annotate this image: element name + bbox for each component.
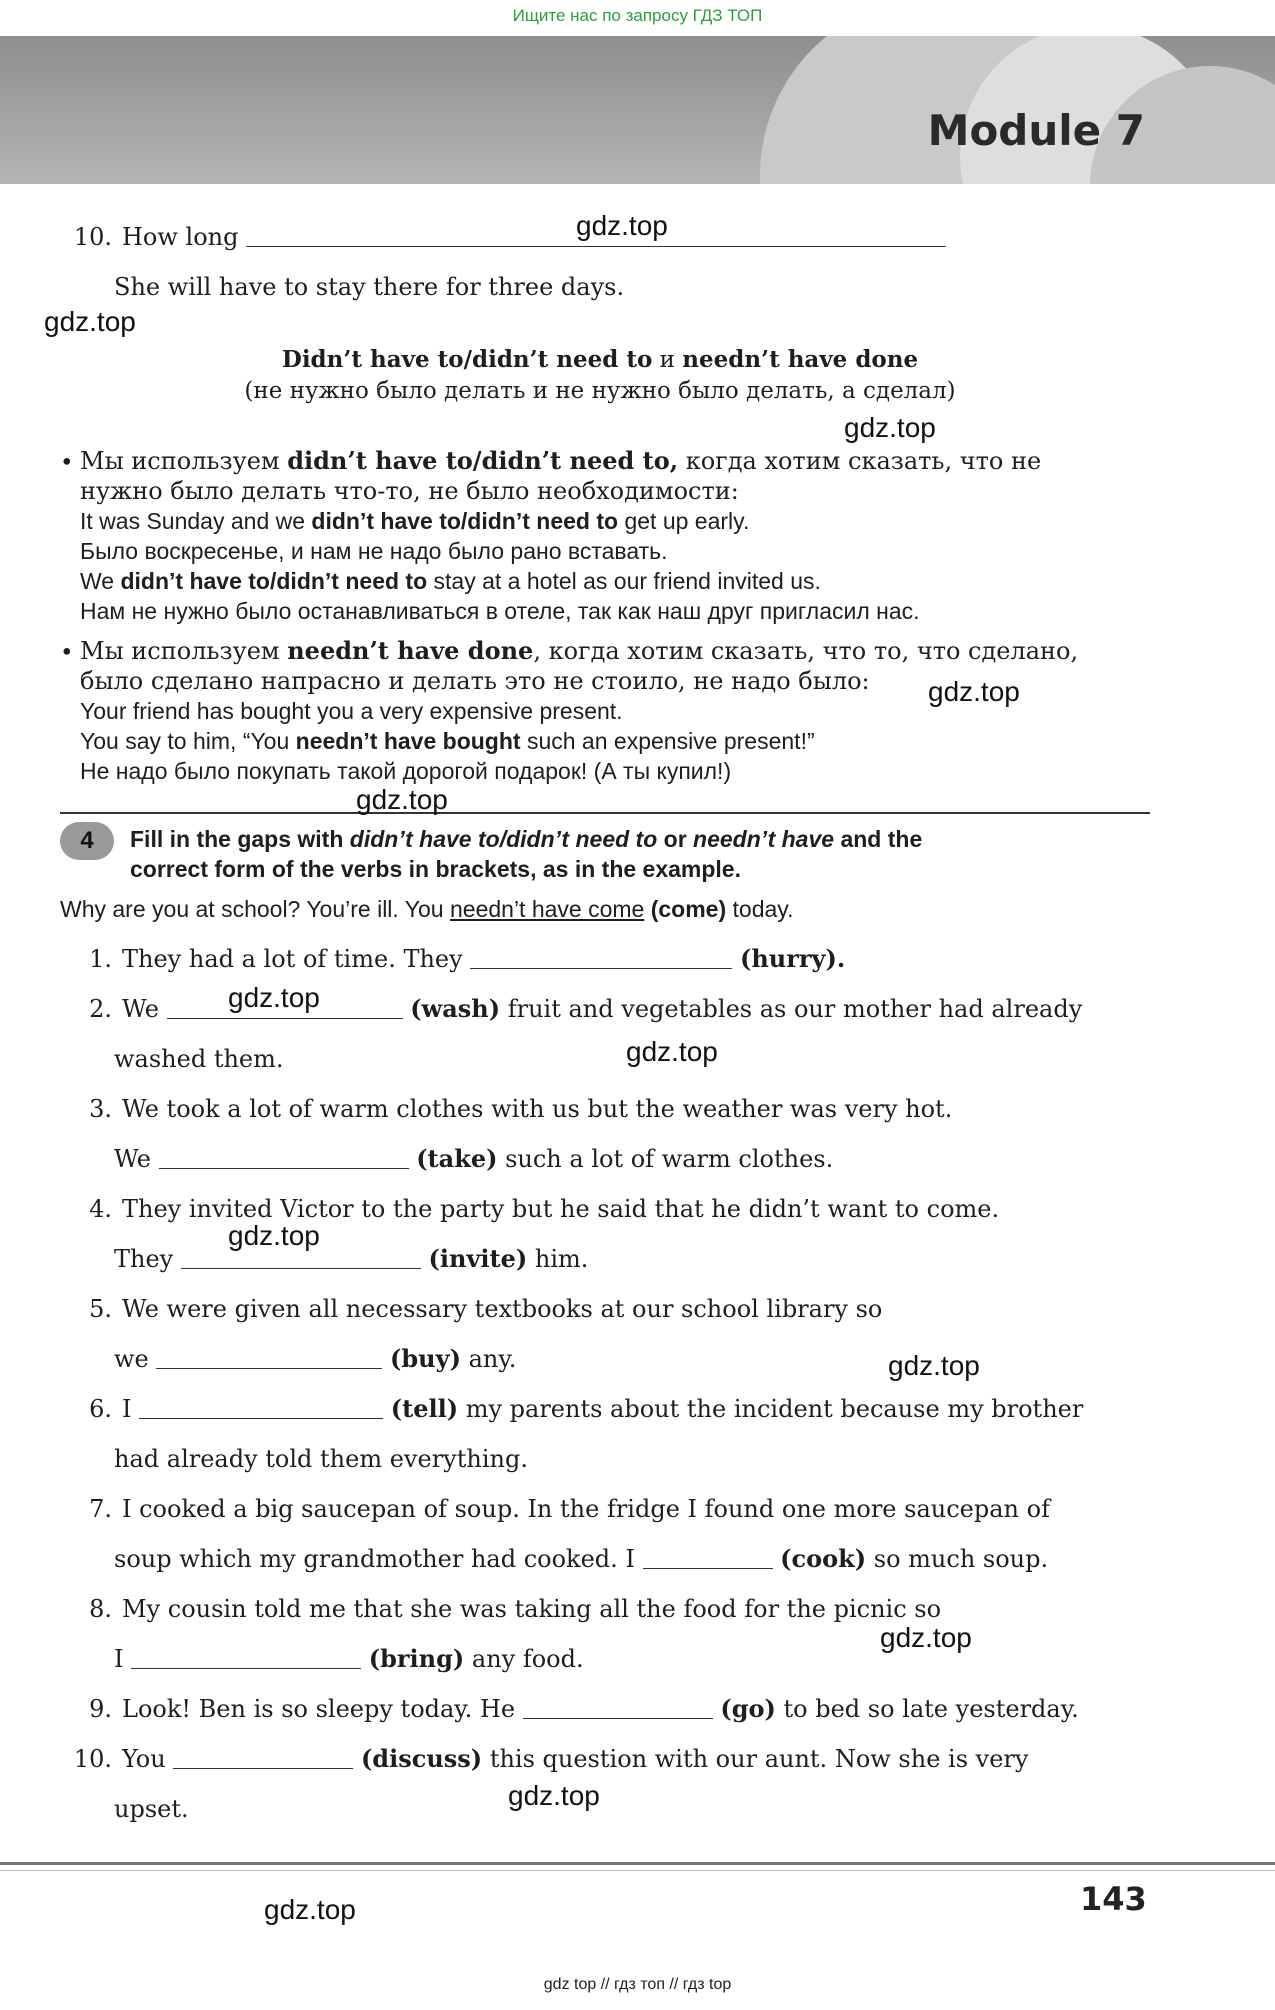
text-bold: didn’t have to/didn’t need to (120, 568, 428, 594)
verb-in-brackets: (wash) (410, 994, 501, 1023)
exercise-item (60, 1594, 1145, 1624)
bullet-marker: • (60, 640, 74, 666)
text: Why are you at school? You’re ill. You (60, 896, 450, 922)
module-title: Module 7 (927, 106, 1145, 155)
footer-links[interactable]: gdz top // гдз топ // гдз top (543, 1976, 732, 1993)
answer-blank[interactable] (173, 1746, 353, 1769)
section-divider (60, 812, 1150, 814)
item-number: 8. (89, 1595, 112, 1623)
exercise-item (60, 1094, 1145, 1124)
answer-blank[interactable] (643, 1546, 773, 1569)
item-text: They had a lot of time. They (122, 945, 463, 973)
item-text: I (114, 1645, 124, 1673)
rule-box-subtitle: (не нужно было делать и не нужно было делать, а сделал) (244, 378, 956, 404)
watermark: gdz.top (44, 306, 136, 337)
item-number: 4. (89, 1195, 112, 1223)
text: , когда хотим сказать, что то, что сделано, (533, 637, 1079, 665)
exercise-item-continued: washed them. (114, 1045, 284, 1073)
watermark: gdz.top (928, 676, 1020, 707)
top-banner[interactable]: Ищите нас по запросу ГДЗ ТОП (512, 6, 763, 25)
text-bold: didn’t have to/didn’t need to, (287, 446, 679, 475)
example-answer: needn’t have come (449, 896, 645, 922)
item-number: 3. (89, 1095, 112, 1123)
verb-in-brackets: (invite) (428, 1244, 528, 1273)
item-number: 10. (73, 223, 112, 251)
item-text: How long (122, 223, 239, 251)
exercise-item-continued (114, 1644, 1199, 1674)
verb-in-brackets: (take) (416, 1144, 498, 1173)
text: and the (834, 826, 923, 852)
text-italic: didn’t have to/didn’t need to (349, 826, 658, 852)
bullet-1-intro (80, 446, 1165, 476)
exercise-task-line-1 (130, 824, 922, 854)
item-text: fruit and vegetables as our mother had already (507, 995, 1083, 1023)
exercise-item-continued (114, 1144, 1199, 1174)
watermark: gdz.top (626, 1036, 718, 1067)
rule-title-part: Didn’t have to/didn’t need to (281, 346, 653, 373)
text: get up early. (618, 508, 750, 534)
exercise-item (60, 1394, 1145, 1424)
text-italic: needn’t have (693, 826, 835, 852)
exercise-example (60, 896, 793, 923)
prev-item-answer: She will have to stay there for three days. (114, 273, 625, 301)
text: Мы используем (80, 637, 288, 665)
page-bottom-rule (0, 1870, 1275, 1871)
item-number: 9. (89, 1695, 112, 1723)
item-text: I (122, 1395, 132, 1423)
bullet-1-example-1-ru: Было воскресенье, и нам не надо было рано вставать. (80, 538, 668, 564)
verb-in-brackets: (bring) (368, 1644, 465, 1673)
answer-blank[interactable] (523, 1696, 713, 1719)
exercise-task-line-2: correct form of the verbs in brackets, as in the example. (130, 856, 741, 882)
item-text: him. (534, 1245, 589, 1273)
bullet-1-example-2 (80, 566, 1165, 596)
watermark: gdz.top (576, 210, 668, 241)
item-number: 10. (73, 1745, 112, 1773)
answer-blank[interactable] (159, 1146, 409, 1169)
exercise-number-badge: 4 (60, 822, 114, 860)
item-text: You (122, 1745, 166, 1773)
item-text: Look! Ben is so sleepy today. He (122, 1695, 516, 1723)
item-number: 2. (89, 995, 112, 1023)
exercise-item-continued (114, 1544, 1199, 1574)
page-number: 143 (1080, 1880, 1147, 1918)
exercise-item (60, 1694, 1145, 1724)
exercise-item (60, 994, 1145, 1024)
item-text: so much soup. (873, 1545, 1049, 1573)
item-text: They (114, 1245, 174, 1273)
bullet-marker: • (60, 450, 74, 476)
text: когда хотим сказать, что не (678, 447, 1042, 475)
item-text: We were given all necessary textbooks at our school library so (122, 1295, 883, 1323)
watermark: gdz.top (888, 1350, 980, 1381)
verb-in-brackets: (come) (644, 896, 727, 922)
answer-blank[interactable] (139, 1396, 383, 1419)
exercise-item (60, 1194, 1145, 1224)
bullet-2-intro (80, 636, 1165, 666)
item-text: We (122, 995, 159, 1023)
item-number: 6. (89, 1395, 112, 1423)
exercise-item (60, 1494, 1145, 1524)
item-number: 1. (89, 945, 112, 973)
rule-title-and: и (652, 347, 683, 373)
item-text: We (114, 1145, 151, 1173)
bullet-1-intro-2: нужно было делать что-то, не было необходимости: (80, 477, 739, 505)
bullet-2-example-1: Your friend has bought you a very expensive present. (80, 698, 623, 724)
watermark: gdz.top (508, 1780, 600, 1811)
item-text: soup which my grandmother had cooked. I (114, 1545, 635, 1573)
text: stay at a hotel as our friend invited us. (427, 568, 821, 594)
item-text: any food. (471, 1645, 584, 1673)
text-bold: needn’t have bought (295, 728, 521, 754)
exercise-item (60, 1744, 1145, 1774)
rule-box-title (60, 346, 1140, 373)
text: We (80, 568, 121, 594)
text: It was Sunday and we (80, 508, 312, 534)
text: such an expensive present!” (520, 728, 815, 754)
exercise-item (60, 1294, 1145, 1324)
rule-title-part: needn’t have done (682, 346, 919, 373)
verb-in-brackets: (cook) (780, 1544, 867, 1573)
watermark: gdz.top (844, 412, 936, 443)
verb-in-brackets: (tell) (390, 1394, 459, 1423)
item-text: They invited Victor to the party but he said that he didn’t want to come. (122, 1195, 1000, 1223)
item-number: 5. (89, 1295, 112, 1323)
text: or (657, 826, 694, 852)
text-bold: didn’t have to/didn’t need to (311, 508, 619, 534)
exercise-item-continued: had already told them everything. (114, 1445, 528, 1473)
item-text: any. (468, 1345, 517, 1373)
text-bold: needn’t have done (287, 636, 534, 665)
item-text: I cooked a big saucepan of soup. In the fridge I found one more saucepan of (122, 1495, 1050, 1523)
verb-in-brackets: (discuss) (360, 1744, 483, 1773)
item-text: this question with our aunt. Now she is very (489, 1745, 1029, 1773)
exercise-item-continued: upset. (114, 1795, 189, 1823)
watermark: gdz.top (880, 1622, 972, 1653)
exercise-item (60, 944, 1145, 974)
verb-in-brackets: (hurry). (739, 944, 846, 973)
text: Fill in the gaps with (130, 826, 350, 852)
item-text: to bed so late yesterday. (783, 1695, 1079, 1723)
answer-blank[interactable] (156, 1346, 382, 1369)
bullet-1-example-2-ru: Нам не нужно было останавливаться в отеле, так как наш друг пригласил нас. (80, 598, 920, 624)
answer-blank[interactable] (131, 1646, 361, 1669)
watermark: gdz.top (228, 1220, 320, 1251)
answer-blank[interactable] (470, 946, 732, 969)
text: today. (726, 896, 794, 922)
verb-in-brackets: (go) (720, 1694, 776, 1723)
item-text: such a lot of warm clothes. (505, 1145, 834, 1173)
bullet-2-intro-2: было сделано напрасно и делать это не стоило, не надо было: (80, 667, 870, 695)
item-text: We took a lot of warm clothes with us but the weather was very hot. (122, 1095, 953, 1123)
item-number: 7. (89, 1495, 112, 1523)
watermark: gdz.top (228, 982, 320, 1013)
exercise-item-continued (114, 1344, 1199, 1374)
watermark: gdz.top (264, 1894, 356, 1925)
bullet-2-example-2-ru: Не надо было покупать такой дорогой подарок! (А ты купил!) (80, 758, 732, 784)
text: Мы используем (80, 447, 288, 475)
verb-in-brackets: (buy) (390, 1344, 461, 1373)
bullet-2-example-2 (80, 726, 1165, 756)
text: You say to him, “You (80, 728, 296, 754)
item-text: my parents about the incident because my brother (465, 1395, 1084, 1423)
page-bottom-rule (0, 1862, 1275, 1865)
watermark: gdz.top (356, 784, 448, 815)
bullet-1-example-1 (80, 506, 1165, 536)
item-text: we (114, 1345, 149, 1373)
item-text: My cousin told me that she was taking all the food for the picnic so (122, 1595, 942, 1623)
